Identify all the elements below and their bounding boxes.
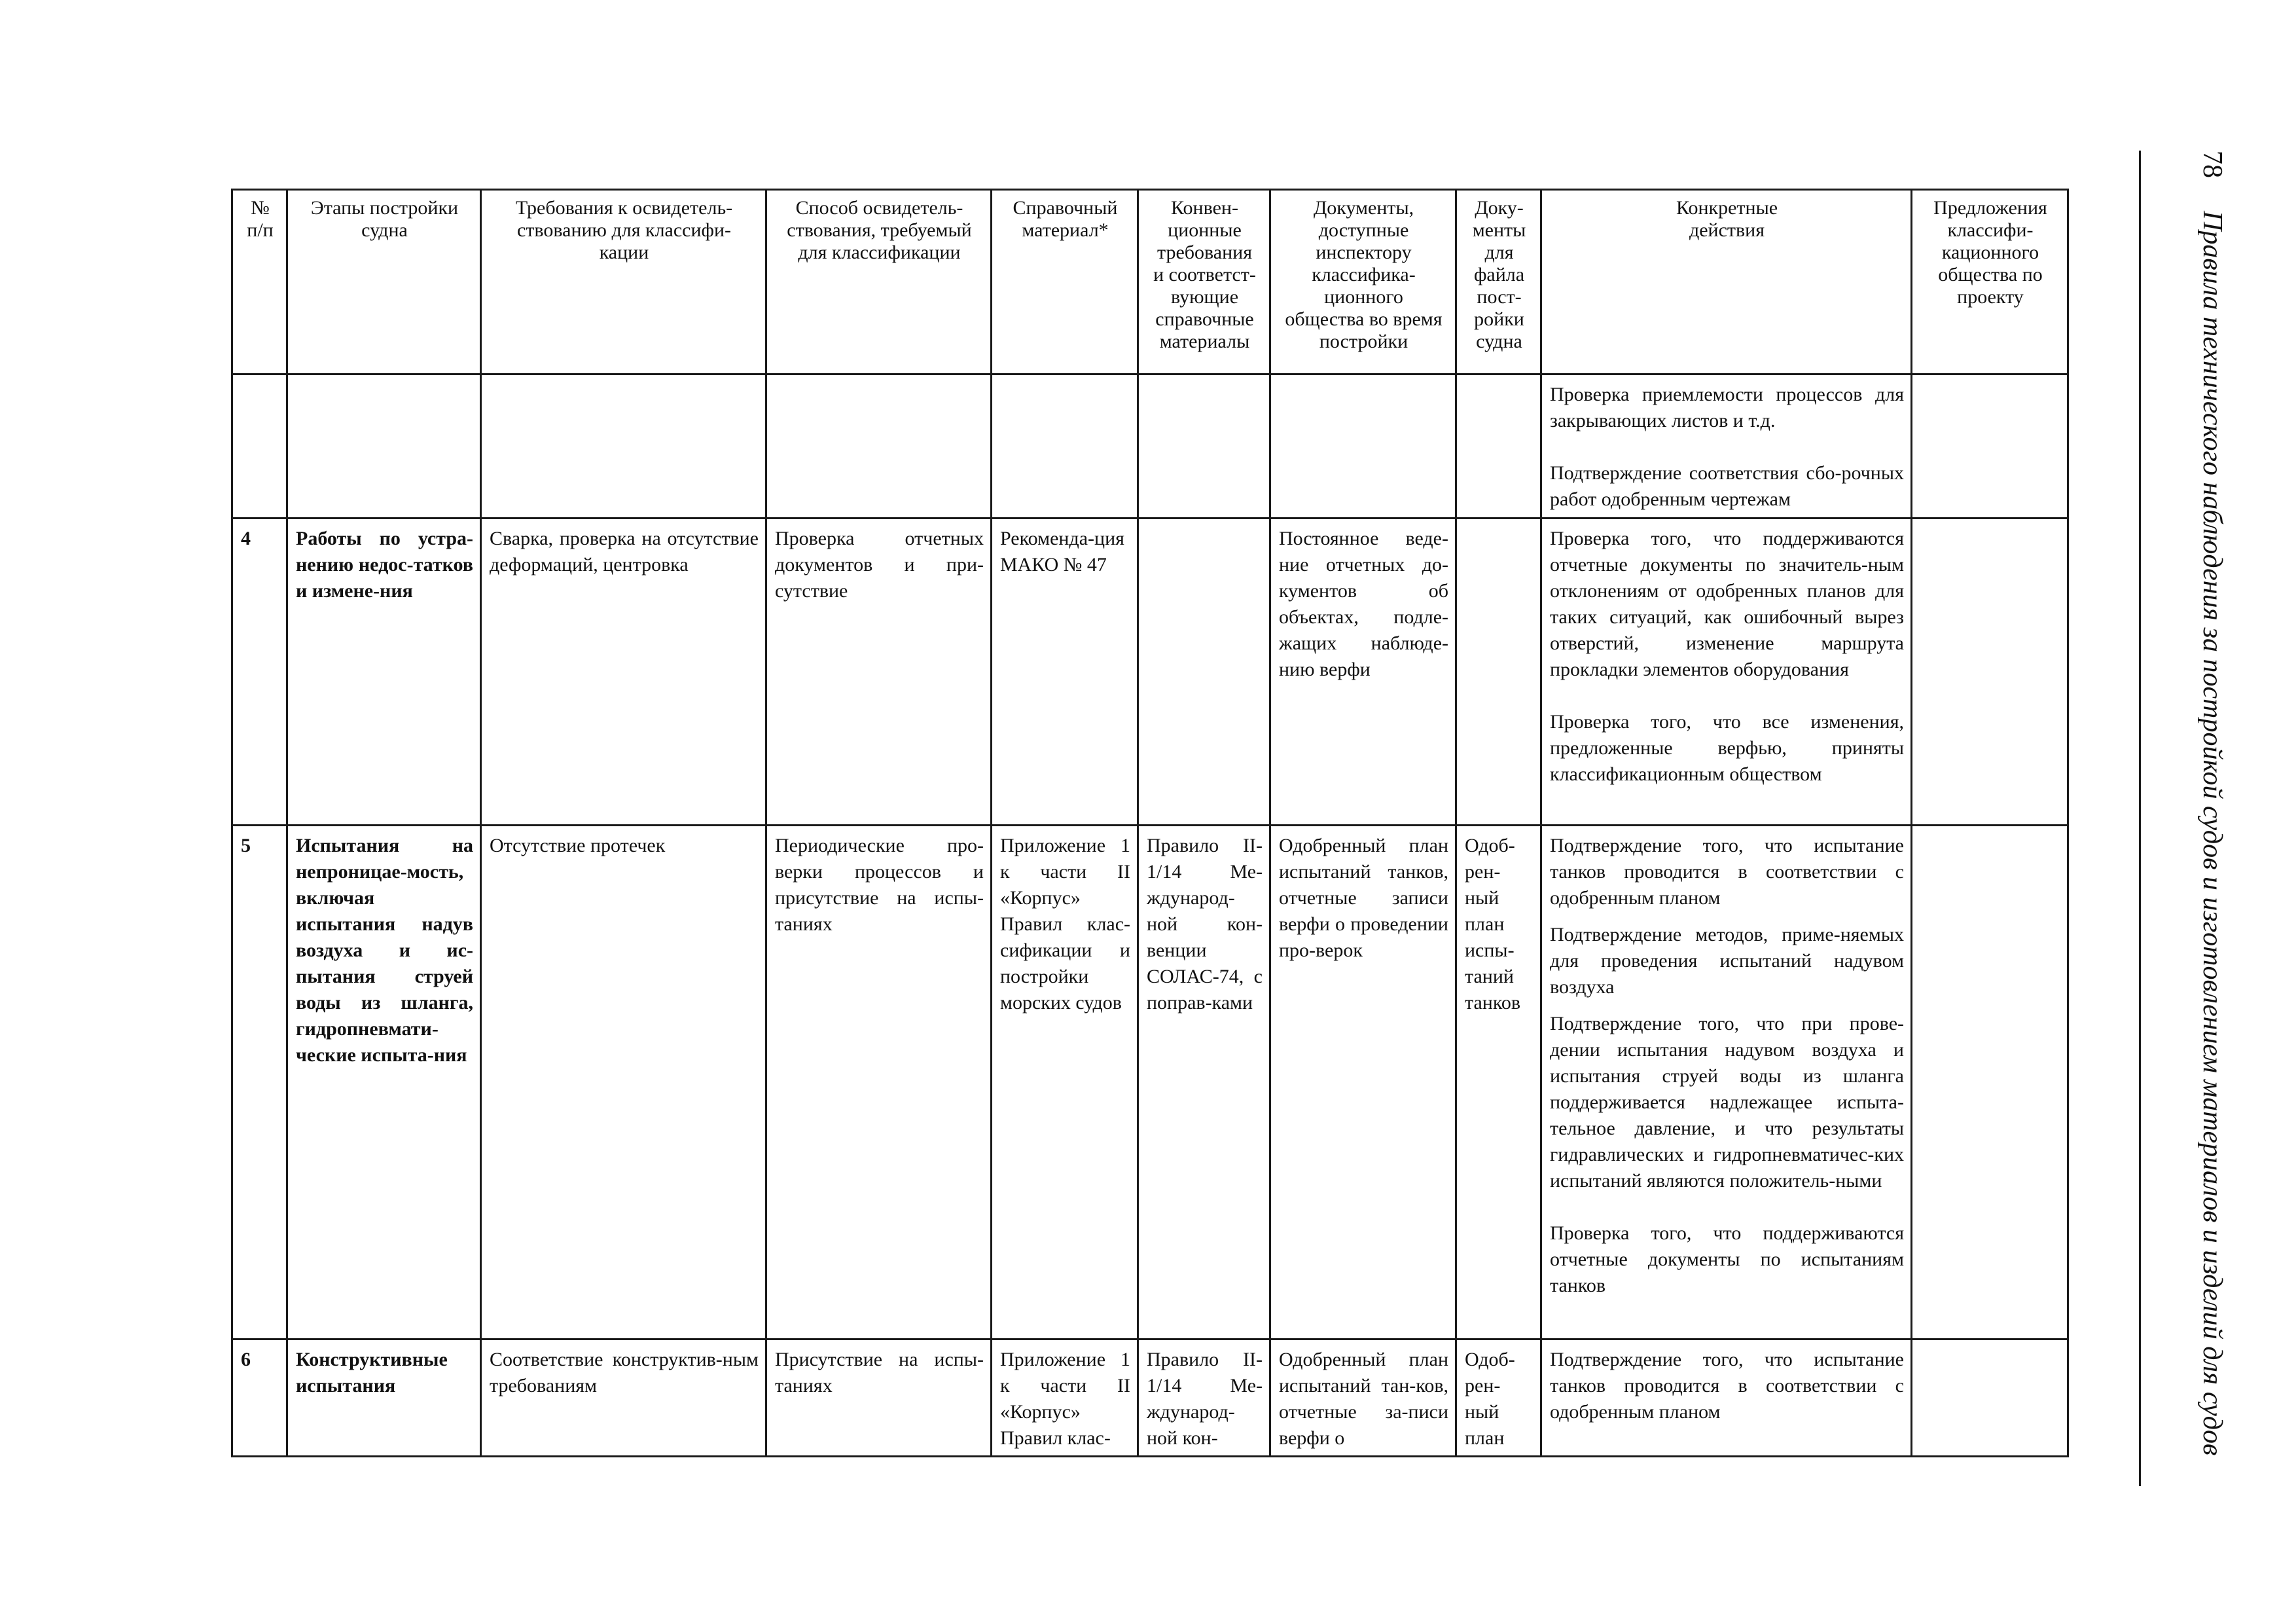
cell-requirements: [481, 374, 766, 519]
running-header-rule: [2139, 151, 2141, 1486]
header-method: Способ освидетель- ствования, требуемый для классификации: [766, 190, 992, 374]
cell-convention: Правило II-1/14 Ме-ждународ-ной кон-венции СОЛАС-74, с поправ-ками: [1138, 826, 1270, 1340]
table-row: [232, 826, 2068, 1340]
cell-method: [766, 374, 992, 519]
cell-proposals: [1912, 519, 2068, 826]
header-reference: Справочный материал*: [992, 190, 1138, 374]
action-paragraph: Подтверждение методов, приме-няемых для проведения испытаний надувом воздуха: [1550, 924, 1904, 998]
cell-reference: [992, 374, 1138, 519]
cell-convention: [1138, 519, 1270, 826]
cell-reference: Приложение 1 к части II «Корпус» Правил клас-: [992, 1340, 1138, 1457]
action-paragraph: Проверка того, что поддерживаются отчетные документы по испытаниям танков: [1550, 1222, 1904, 1296]
header-proposals: Предложения классифи- кационного общества по проекту: [1912, 190, 2068, 374]
cell-actions: [1541, 1340, 1912, 1457]
cell-documents: Одобренный план испытаний танков, отчетные записи верфи о проведении про-верок: [1270, 826, 1456, 1340]
cell-num: 5: [232, 826, 287, 1340]
cell-documents: [1270, 374, 1456, 519]
cell-stage: Работы по устра-нению недос-татков и измене-ния: [287, 519, 481, 826]
header-documents: Документы, доступные инспектору классифика- ционного общества во время постройки: [1270, 190, 1456, 374]
cell-file-docs: [1456, 374, 1541, 519]
cell-file-docs: Одоб-рен-ный план: [1456, 1340, 1541, 1457]
action-paragraph: Подтверждение того, что при прове-дении испытания надувом воздуха и испытания струей воды из шланга поддерживается надлежащее испыта-тельное давление, и что результаты гидравлических и гидропневматичес-ких испытаний являются положитель-ными: [1550, 1013, 1904, 1192]
cell-reference: Приложение 1 к части II «Корпус» Правил клас-сификации и постройки морских судов: [992, 826, 1138, 1340]
header-convention: Конвен- ционные требования и соответст- вующие справочные материалы: [1138, 190, 1270, 374]
cell-actions: [1541, 374, 1912, 519]
running-title: Правила технического наблюдения за постройкой судов и изготовлением материалов и изделий для судов: [2197, 211, 2227, 1456]
cell-proposals: [1912, 374, 2068, 519]
action-paragraph: Проверка того, что поддерживаются отчетные документы по значитель-ным отклонениям от одобренных планов для таких ситуаций, как ошибочный вырез отверстий, изменение маршрута прокладки элементов оборудования: [1550, 528, 1904, 680]
cell-requirements: Соответствие конструктив-ным требованиям: [481, 1340, 766, 1457]
cell-documents: Постоянное веде-ние отчетных до-кументов об объектах, подле-жащих наблюде-нию верфи: [1270, 519, 1456, 826]
cell-convention: [1138, 374, 1270, 519]
cell-proposals: [1912, 826, 2068, 1340]
running-header: [2179, 151, 2245, 1486]
cell-method: Проверка отчетных документов и при-сутствие: [766, 519, 992, 826]
cell-num: 6: [232, 1340, 287, 1457]
cell-reference: Рекоменда-ция МАКО № 47: [992, 519, 1138, 826]
action-paragraph: Подтверждение того, что испытание танков проводится в соответствии с одобренным планом: [1550, 835, 1904, 909]
cell-stage: Испытания на непроницае-мость, включая испытания надув воздуха и ис-пытания струей воды из шланга, гидропневмати-ческие испыта-ния: [287, 826, 481, 1340]
header-file-docs: Доку- менты для файла пост- ройки судна: [1456, 190, 1541, 374]
action-paragraph: Проверка того, что все изменения, предложенные верфью, приняты классификационным обществом: [1550, 711, 1904, 785]
cell-file-docs: Одоб-рен-ный план испы-таний танков: [1456, 826, 1541, 1340]
cell-num: 4: [232, 519, 287, 826]
table-row: [232, 519, 2068, 826]
cell-method: Периодические про-верки процессов и присутствие на испы-таниях: [766, 826, 992, 1340]
cell-proposals: [1912, 1340, 2068, 1457]
cell-stage: [287, 374, 481, 519]
header-stage: Этапы постройки судна: [287, 190, 481, 374]
action-paragraph: Проверка приемлемости процессов для закрывающих листов и т.д.: [1550, 384, 1904, 431]
cell-documents: Одобренный план испытаний тан-ков, отчетные за-писи верфи о: [1270, 1340, 1456, 1457]
cell-method: Присутствие на испы-таниях: [766, 1340, 992, 1457]
table-row: [232, 1340, 2068, 1457]
table-row: [232, 374, 2068, 519]
cell-requirements: Отсутствие протечек: [481, 826, 766, 1340]
header-actions: Конкретные действия: [1541, 190, 1912, 374]
header-requirements: Требования к освидетель- ствованию для классифи- кации: [481, 190, 766, 374]
header-row: [232, 190, 2068, 374]
cell-actions: [1541, 519, 1912, 826]
cell-num: [232, 374, 287, 519]
action-paragraph: Подтверждение соответствия сбо-рочных работ одобренным чертежам: [1550, 462, 1904, 510]
cell-convention: Правило II-1/14 Ме-ждународ-ной кон-: [1138, 1340, 1270, 1457]
page-number: 78: [2197, 151, 2227, 178]
action-paragraph: Подтверждение того, что испытание танков проводится в соответствии с одобренным планом: [1550, 1349, 1904, 1423]
header-num: № п/п: [232, 190, 287, 374]
cell-stage: Конструктивные испытания: [287, 1340, 481, 1457]
cell-actions: [1541, 826, 1912, 1340]
cell-requirements: Сварка, проверка на отсутствие деформаций, центровка: [481, 519, 766, 826]
requirements-table: [231, 189, 2069, 1457]
cell-file-docs: [1456, 519, 1541, 826]
